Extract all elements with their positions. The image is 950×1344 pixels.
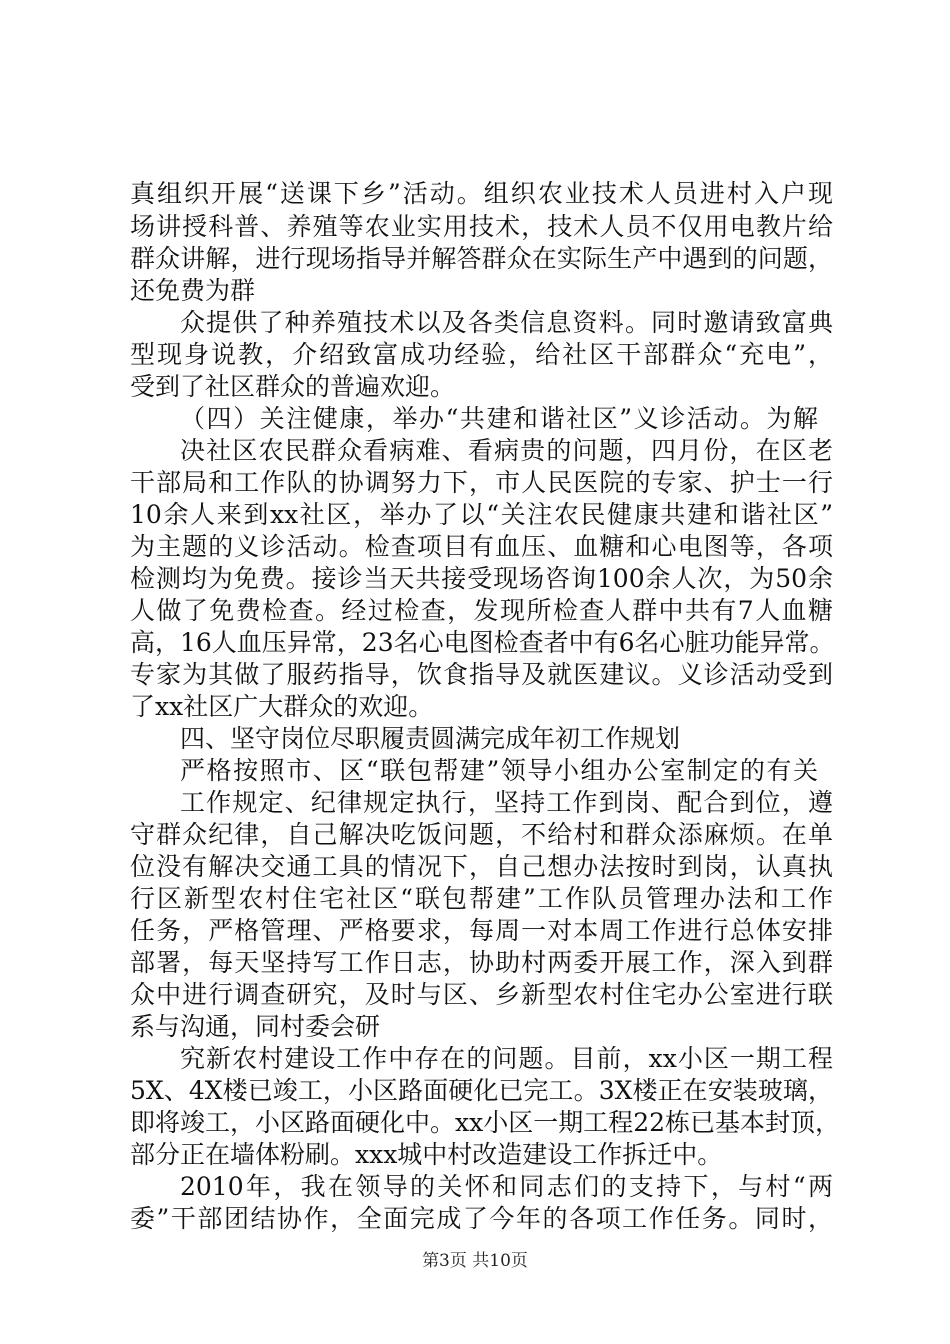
text-line: 群众讲解，进行现场指导并解答群众在实际生产中遇到的问题， xyxy=(130,244,833,273)
text-line: 5X、4X楼已竣工，小区路面硬化已完工。3X楼正在安装玻璃， xyxy=(130,1076,833,1105)
text-line: 位没有解决交通工具的情况下，自己想办法按时到岗，认真执 xyxy=(130,852,833,881)
text-line: 受到了社区群众的普遍欢迎。 xyxy=(130,372,456,401)
text-line: 任务，严格管理、严格要求，每周一对本周工作进行总体安排 xyxy=(130,916,833,945)
text-line: 高，16人血压异常，23名心电图检查者中有6名心脏功能异常。 xyxy=(130,628,835,657)
text-line: 众提供了种养殖技术以及各类信息资料。同时邀请致富典 xyxy=(180,308,833,337)
text-line: 为主题的义诊活动。检查项目有血压、血糖和心电图等，各项 xyxy=(130,532,833,561)
page-number-footer: 第3页 共10页 xyxy=(422,1251,528,1271)
text-line: 委”干部团结协作，全面完成了今年的各项工作任务。同时， xyxy=(130,1204,833,1233)
text-line: 真组织开展“送课下乡”活动。组织农业技术人员进村入户现 xyxy=(130,179,833,208)
text-line: 还免费为群 xyxy=(130,276,256,305)
text-line: 系与沟通，同村委会研 xyxy=(130,1012,381,1041)
text-line: 决社区农民群众看病难、看病贵的问题，四月份，在区老 xyxy=(180,436,833,465)
text-line: 干部局和工作队的协调努力下，市人民医院的专家、护士一行 xyxy=(130,468,833,497)
text-line: 10余人来到xx社区，举办了以“关注农民健康共建和谐社区” xyxy=(130,500,833,529)
text-line: 2010年，我在领导的关怀和同志们的支持下，与村“两 xyxy=(180,1172,833,1201)
text-line: 专家为其做了服药指导，饮食指导及就医建议。义诊活动受到 xyxy=(130,660,833,689)
text-line: 即将竣工，小区路面硬化中。xx小区一期工程22栋已基本封顶， xyxy=(130,1108,841,1137)
text-line: 守群众纪律，自己解决吃饭问题，不给村和群众添麻烦。在单 xyxy=(130,820,833,849)
text-line: 部分正在墙体粉刷。xxx城中村改造建设工作拆迁中。 xyxy=(130,1140,723,1169)
text-line: 场讲授科普、养殖等农业实用技术，技术人员不仅用电教片给 xyxy=(130,212,833,241)
text-line: 工作规定、纪律规定执行，坚持工作到岗、配合到位，遵 xyxy=(180,788,833,817)
text-line: 型现身说教，介绍致富成功经验，给社区干部群众“充电”， xyxy=(130,340,833,369)
section-heading: 四、坚守岗位尽职履责圆满完成年初工作规划 xyxy=(180,724,681,753)
text-line: 究新农村建设工作中存在的问题。目前，xx小区一期工程 xyxy=(180,1044,833,1073)
text-line: 部署，每天坚持写工作日志，协助村两委开展工作，深入到群 xyxy=(130,948,833,977)
text-line: 众中进行调查研究，及时与区、乡新型农村住宅办公室进行联 xyxy=(130,980,833,1009)
text-line: 检测均为免费。接诊当天共接受现场咨询100余人次，为50余 xyxy=(130,564,833,593)
text-line: 严格按照市、区“联包帮建”领导小组办公室制定的有关 xyxy=(180,756,818,785)
text-line: 行区新型农村住宅社区“联包帮建”工作队员管理办法和工作 xyxy=(130,884,833,913)
text-line: 了xx社区广大群众的欢迎。 xyxy=(130,692,434,721)
text-line: （四）关注健康，举办“共建和谐社区”义诊活动。为解 xyxy=(180,404,818,433)
text-line: 人做了免费检查。经过检查，发现所检查人群中共有7人血糖 xyxy=(130,596,833,625)
